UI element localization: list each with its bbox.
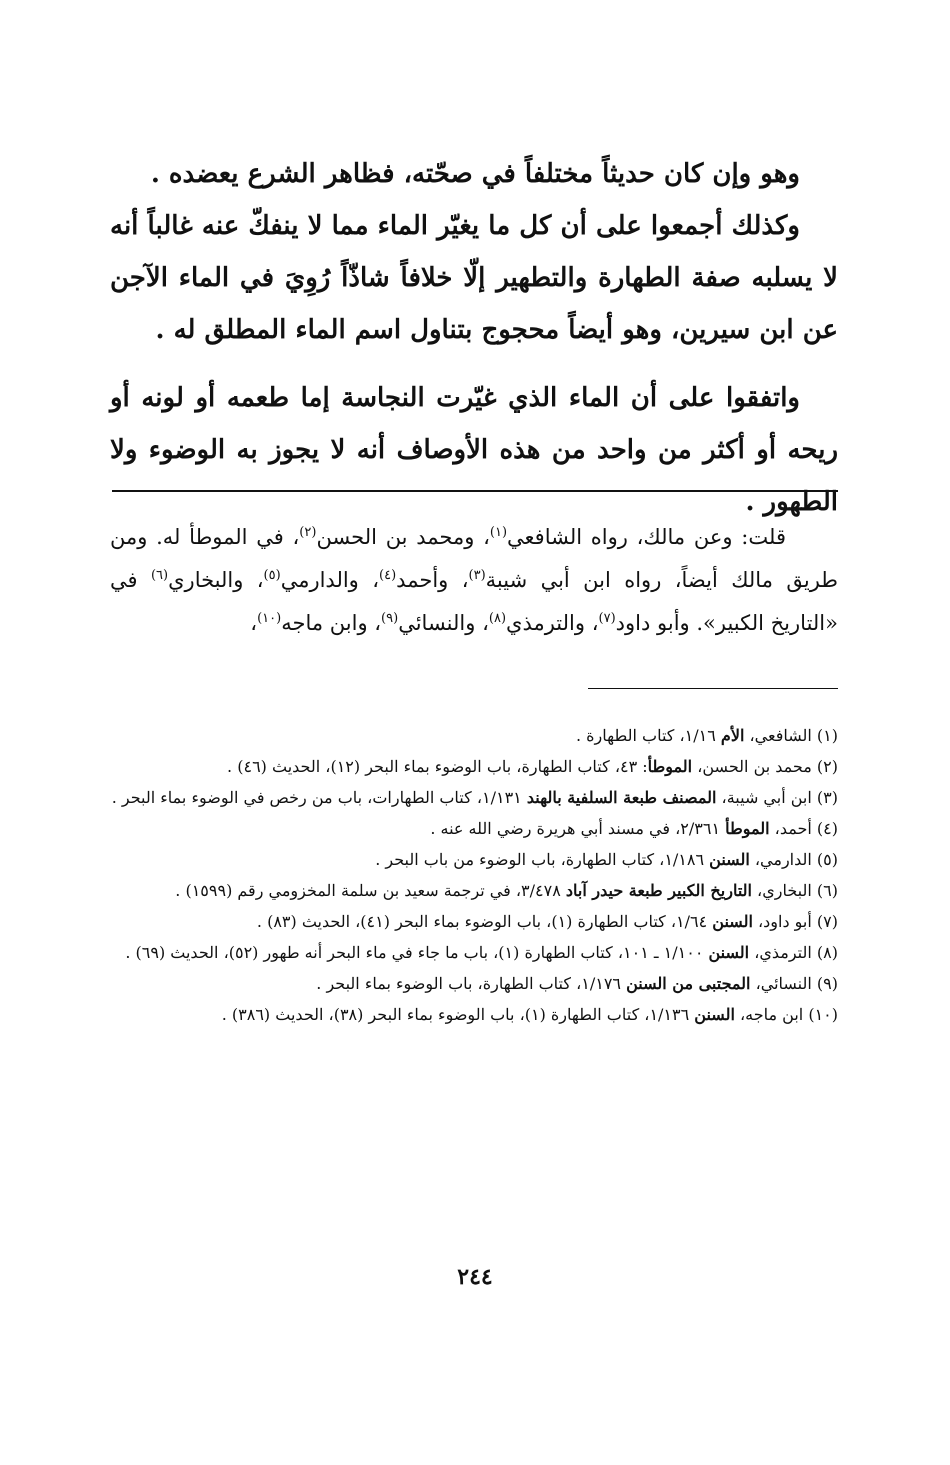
main-paragraph: واتفقوا على أن الماء الذي غيّرت النجاسة إما طعمه أو لونه أو ريحه أو أكثر من واحد من هذه الأوصاف أنه لا يجوز به الوضوء ولا الطهور .: [110, 383, 838, 517]
footnote-text: (٩) النسائي،: [750, 974, 838, 993]
footnote-7: [110, 908, 838, 936]
footnote-text: (٣) ابن أبي شيبة،: [716, 788, 838, 807]
section-divider: [112, 490, 838, 492]
main-paragraph: وهو وإن كان حديثاً مختلفاً في صحّته، فظاهر الشرع يعضده .: [150, 159, 800, 189]
footnote-text: ١/١٣١، كتاب الطهارات، باب من رخص في الوضوء بماء البحر .: [111, 788, 527, 807]
footnote-source-title: المصنف طبعة السلفية بالهند: [526, 788, 717, 807]
commentary-text: ، في الموطأ له. ومن طريق مالك أيضاً، رواه ابن أبي شيبة: [110, 525, 839, 592]
footnote-source-title: الموطأ: [725, 819, 770, 838]
footnote-text: (٧) أبو داود،: [752, 912, 838, 931]
footnote-text: (٦) البخاري،: [751, 881, 838, 900]
footnote-ref: (٨): [488, 611, 507, 626]
footnote-9: [110, 970, 838, 998]
footnote-text: ١/١٦، كتاب الطهارة .: [575, 726, 721, 745]
commentary-text: ، والدارمي: [280, 568, 380, 592]
footnote-ref: (٩): [381, 611, 399, 626]
footnote-text: ١/١٧٦، كتاب الطهارة، باب الوضوء بماء البحر .: [316, 974, 627, 993]
footnote-2: [110, 753, 838, 781]
footnote-source-title: السنن: [712, 912, 753, 931]
footnote-source-title: الموطأ: [647, 757, 693, 776]
footnote-text: ١/١٣٦، كتاب الطهارة (١)، باب الوضوء بماء البحر (٣٨)، الحديث (٣٨٦) .: [221, 1005, 695, 1024]
footnote-source-title: السنن: [694, 1005, 735, 1024]
commentary-paragraph: [110, 516, 838, 645]
footnote-text: : ٤٣، كتاب الطهارة، باب الوضوء بماء البحر (١٢)، الحديث (٤٦) .: [227, 757, 648, 776]
footnote-text: ١/١٨٦، كتاب الطهارة، باب الوضوء من باب البحر .: [375, 850, 710, 869]
footnote-5: [110, 846, 838, 874]
footnote-ref: (٢): [299, 525, 317, 540]
footnote-source-title: الأم: [720, 726, 745, 745]
main-paragraph: وكذلك أجمعوا على أن كل ما يغيّر الماء مما لا ينفكّ عنه غالباً أنه لا يسلبه صفة الطهارة والتطهير إلّا خلافاً شاذّاً رُوِيَ في الماء الآجن عن ابن سيرين، وهو أيضاً محجوج بتناول اسم الماء المطلق له .: [110, 211, 839, 345]
commentary-text: ، وابن ماجه: [281, 611, 382, 635]
footnote-text: ٢/٣٦١، في مسند أبي هريرة رضي الله عنه .: [430, 819, 726, 838]
footnote-text: (٤) أحمد،: [769, 819, 838, 838]
commentary-text: ، والترمذي: [506, 611, 599, 635]
footnote-text: ٣/٤٧٨، في ترجمة سعيد بن سلمة المخزومي رقم (١٥٩٩) .: [175, 881, 566, 900]
footnote-ref: (٥): [263, 568, 281, 583]
footnote-divider: [588, 688, 838, 689]
footnote-text: (١) الشافعي،: [744, 726, 838, 745]
footnotes: [110, 722, 838, 1032]
page-number: ٢٤٤: [457, 1264, 493, 1290]
main-text: [110, 148, 838, 528]
commentary-text: في «التاريخ الكبير». وأبو داود: [110, 568, 838, 635]
footnote-text: (٢) محمد بن الحسن،: [692, 757, 838, 776]
footnote-ref: (٤): [379, 568, 397, 583]
footnote-ref: (٧): [598, 611, 616, 626]
commentary-text: ، ومحمد بن الحسن: [316, 525, 490, 549]
footnote-8: [110, 939, 838, 967]
footnote-1: [110, 722, 838, 750]
footnote-text: (٨) الترمذي،: [749, 943, 838, 962]
footnote-text: ١/١٠٠ ـ ١٠١، كتاب الطهارة (١)، باب ما جاء في ماء البحر أنه طهور (٥٢)، الحديث (٦٩) .: [125, 943, 709, 962]
commentary-text: ، وأحمد: [396, 568, 469, 592]
commentary: [110, 516, 838, 645]
commentary-text: ، والبخاري: [168, 568, 264, 592]
footnote-source-title: المجتبى من السنن: [626, 974, 751, 993]
footnote-text: ١/٦٤، كتاب الطهارة (١)، باب الوضوء بماء البحر (٤١)، الحديث (٨٣) .: [256, 912, 713, 931]
footnote-4: [110, 815, 838, 843]
footnote-ref: (١): [489, 525, 508, 540]
footnote-source-title: التاريخ الكبير طبعة حيدر آباد: [565, 881, 752, 900]
footnote-text: (١٠) ابن ماجه،: [734, 1005, 838, 1024]
commentary-text: ،: [250, 611, 258, 635]
footnote-3: [110, 784, 838, 812]
footnote-ref: (١٠): [257, 611, 282, 626]
footnote-source-title: السنن: [709, 850, 750, 869]
footnote-ref: (٣): [468, 568, 486, 583]
footnote-source-title: السنن: [708, 943, 750, 962]
commentary-text: قلت: وعن مالك، رواه الشافعي: [507, 525, 786, 549]
footnote-10: [110, 1001, 838, 1029]
commentary-text: ، والنسائي: [398, 611, 489, 635]
footnote-6: [110, 877, 838, 905]
footnote-text: (٥) الدارمي،: [749, 850, 838, 869]
footnote-ref: (٦): [150, 568, 169, 583]
